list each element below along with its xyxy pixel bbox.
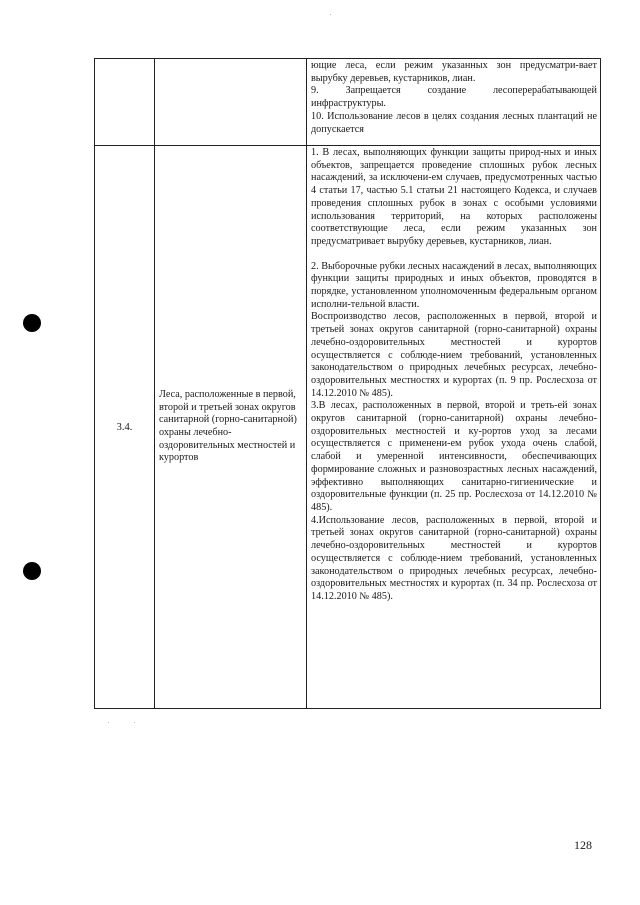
row-number-cell: 3.4. (95, 146, 155, 709)
punch-hole-upper (23, 314, 41, 332)
paragraph: 4.Использование лесов, расположенных в первой, второй и третьей зонах округов санитарной (горно-санитарной) охраны лечебно-оздоровительных местностей и курортов осуществляется с соблюде-нием требований, установленных законодательством о природных лечебных ресурсах, лечебно-оздоровительных местностях и курортах (п. 34 пр. Рослесхоза от 14.12.2010 № 485). (311, 514, 597, 602)
paragraph: 3.В лесах, расположенных в первой, второй и треть-ей зонах округов санитарной (горно-санитарной) охраны лечебно-оздоровительных местностей и ку-рортов уход за лесами осуществляется с применени-ем рубок ухода очень слабой, слабой и умеренной интенсивности, обеспечивающих формирование сложных и разновозрастных лесных насаждений, эффективно выполняющих санитарно-гигиенические и оздоровительные функции (п. 25 пр. Рослесхоза от 14.12.2010 № 485). (311, 400, 597, 513)
scan-speck (330, 14, 331, 15)
row-text-cell (307, 59, 601, 146)
punch-hole-lower (23, 562, 41, 580)
table-row (95, 146, 601, 709)
scan-speck (134, 722, 135, 723)
table-row (95, 59, 601, 146)
paragraph: Воспроизводство лесов, расположенных в первой, второй и третьей зонах округов санитарной (горно-санитарной) охраны лечебно-оздоровительных местностей и курортов осуществляется с соблюде-нием требований, установленных законодательством о природных лечебных ресурсах, лечебно-оздоровительных местностях и курортах (п. 9 пр. Рослесхоза от 14.12.2010 № 485). (311, 311, 597, 399)
page-number: 128 (574, 838, 592, 852)
paragraph: 1. В лесах, выполняющих функции защиты природ-ных и иных объектов, запрещается проведение сплошных рубок лесных насаждений, за исключени-ем случаев, предусмотренных частью 4 статьи 17, частью 5.1 статьи 21 настоящего Кодекса, и случаев проведения сплошных рубок в зонах с особыми условиями использования территорий, на которых расположены соответствующие леса, если режим указанных зон предусматривает вырубку деревьев, кустарников, лиан. (311, 147, 597, 247)
paragraph: 9. Запрещается создание лесоперерабатывающей инфраструктуры. (311, 85, 597, 110)
regulation-table (94, 58, 601, 709)
row-text-cell (307, 146, 601, 709)
paragraph: ющие леса, если режим указанных зон предусматри-вает вырубку деревьев, кустарников, лиан. (311, 60, 597, 84)
scan-speck (108, 722, 109, 723)
paragraph: 2. Выборочные рубки лесных насаждений в лесах, выполняющих функции защиты природных и иных объектов, проводятся в порядке, установленном уполномоченным федеральным органом исполни-тельной власти. (311, 260, 597, 310)
row-name-cell: Леса, расположенные в первой, второй и третьей зонах округов санитарной (горно-санитарной) охраны лечебно-оздоровительных местностей и курортов (155, 146, 307, 709)
row-number-cell (95, 59, 155, 146)
paragraph: 10. Использование лесов в целях создания лесных плантаций не допускается (311, 110, 597, 135)
row-name-cell (155, 59, 307, 146)
